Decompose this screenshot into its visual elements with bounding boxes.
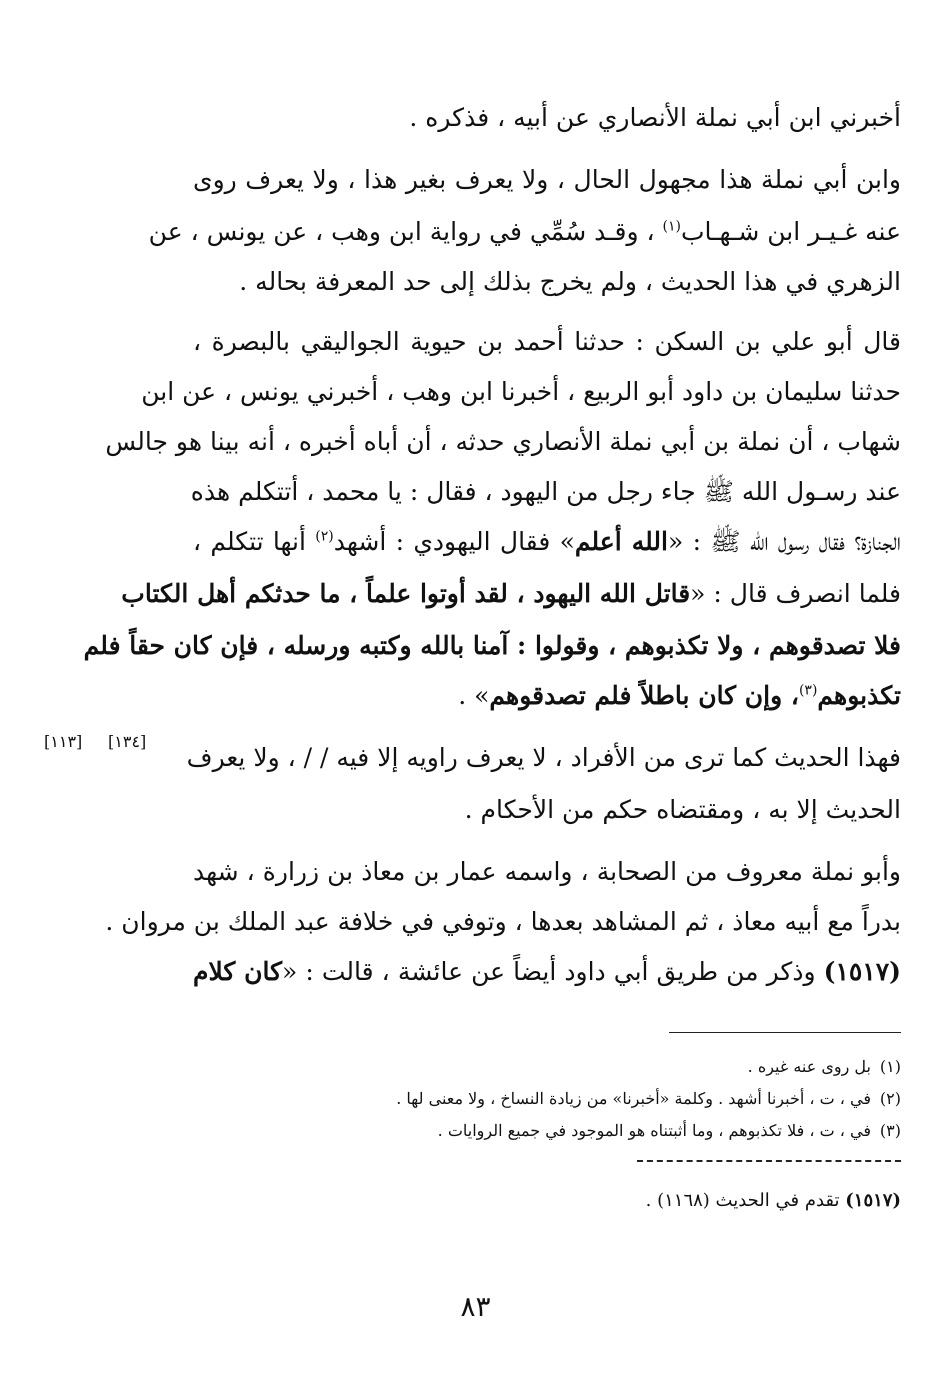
line-text: الزهري في هذا الحديث ، ولم يخرج بذلك إلى حد المعرفة بحاله . <box>239 267 901 296</box>
footnote-text: في ، ت ، فلا تكذبوهم ، وما أثبتناه هو الموجود في جميع الروايات . <box>437 1121 871 1140</box>
line-text: شهاب ، أن نملة بن أبي نملة الأنصاري حدثه ، أن أباه أخبره ، أنه بينا هو جالس <box>105 427 901 456</box>
line-text: أخبرني ابن أبي نملة الأنصاري عن أبيه ، فذكره . <box>409 103 901 132</box>
text-line <box>121 574 901 614</box>
bold-quote: كان كلام <box>193 957 283 986</box>
text-line <box>141 372 901 412</box>
line-text: » . <box>458 681 490 710</box>
footnote-marker: (٣) <box>798 682 818 699</box>
line-text: بدراً مع أبيه معاذ ، ثم المشاهد بعدها ، وتوفي في خلافة عبد الملك بن مروان . <box>105 907 901 936</box>
line-text: الجنازة؟ فقال رسول الله ﷺ : « <box>667 527 901 556</box>
line-text: قال أبو علي بن السكن : حدثنا أحمد بن حيوية الجواليقي بالبصرة ، <box>193 327 901 356</box>
text-line <box>186 738 901 778</box>
line-text: فلما انصرف قال : « <box>690 579 901 608</box>
text-line <box>105 422 901 462</box>
text-line <box>193 676 901 716</box>
line-text: عنه غـيـر ابن شـهـاب <box>681 217 901 246</box>
text-line <box>105 902 901 942</box>
line-text: وأبو نملة معروف من الصحابة ، واسمه عمار بن معاذ بن زرارة ، شهد <box>193 857 901 886</box>
footnote-number: (١) <box>879 1057 901 1076</box>
line-text: حدثنا سليمان بن داود أبو الربيع ، أخبرنا ابن وهب ، أخبرني يونس ، عن ابن <box>141 377 901 406</box>
footnote <box>193 1056 901 1078</box>
text-line <box>193 852 901 892</box>
text-line <box>193 522 901 562</box>
footnote-number: (٢) <box>879 1089 901 1108</box>
footnote <box>193 1088 901 1110</box>
text-line <box>193 790 901 830</box>
page-number: ٨٣ <box>460 1290 491 1323</box>
text-line <box>193 98 901 138</box>
text-line <box>193 160 901 200</box>
footnote-text: بل روى عنه غيره . <box>747 1057 871 1076</box>
line-text: فهذا الحديث كما ترى من الأفراد ، لا يعرف راويه إلا فيه / / ، ولا يعرف <box>186 743 901 772</box>
text-line <box>193 952 901 992</box>
text-line <box>148 212 901 252</box>
line-text: عند رسـول الله ﷺ جاء رجل من اليهود ، فقال : يا محمد ، أتتكلم هذه <box>190 477 901 506</box>
footnote <box>193 1120 901 1142</box>
bold-quote: الله أعلم <box>574 527 668 556</box>
margin-reference: [١٣٤] <box>108 732 147 751</box>
text-line <box>83 626 901 666</box>
dashed-separator <box>637 1160 901 1162</box>
bold-quote: فلا تصدقوهم ، ولا تكذبوهم ، وقولوا : آمنا بالله وكتبه ورسله ، فإن كان حقاً فلم <box>83 631 901 660</box>
footnote-number: (٣) <box>879 1121 901 1140</box>
footnote-separator <box>669 1032 901 1033</box>
margin-reference: [١١٣] <box>44 732 83 751</box>
line-text: وذكر من طريق أبي داود أيضاً عن عائشة ، قالت : « <box>282 957 824 986</box>
hadith-note-number: (١٥١٧) <box>845 1190 901 1211</box>
footnote-marker: (٢) <box>315 528 334 545</box>
hadith-note-text: تقدم في الحديث (١١٦٨) . <box>645 1190 846 1211</box>
hadith-note <box>193 1188 901 1214</box>
line-text: » فقال اليهودي : أشهد <box>333 527 575 556</box>
bold-quote: تكذبوهم <box>817 681 901 710</box>
line-text: وابن أبي نملة هذا مجهول الحال ، ولا يعرف بغير هذا ، ولا يعرف روى <box>193 165 901 194</box>
line-text: أنها تتكلم ، <box>193 527 316 556</box>
footnote-marker: (١) <box>662 218 682 235</box>
bold-quote: قاتل الله اليهود ، لقد أوتوا علماً ، ما حدثكم أهل الكتاب <box>121 579 691 608</box>
text-line <box>193 262 901 302</box>
text-line <box>193 322 901 362</box>
line-text: ، وقـد سُمِّي في رواية ابن وهب ، عن يونس ، عن <box>148 217 655 246</box>
line-text: الحديث إلا به ، ومقتضاه حكم من الأحكام . <box>464 795 901 824</box>
footnote-text: في ، ت ، أخبرنا أشهد . وكلمة «أخبرنا» من زيادة النساخ ، ولا معنى لها . <box>396 1089 871 1108</box>
text-line <box>190 472 901 512</box>
hadith-number: (١٥١٧) <box>823 957 901 986</box>
bold-quote: ، وإن كان باطلاً فلم تصدقوهم <box>489 681 799 710</box>
